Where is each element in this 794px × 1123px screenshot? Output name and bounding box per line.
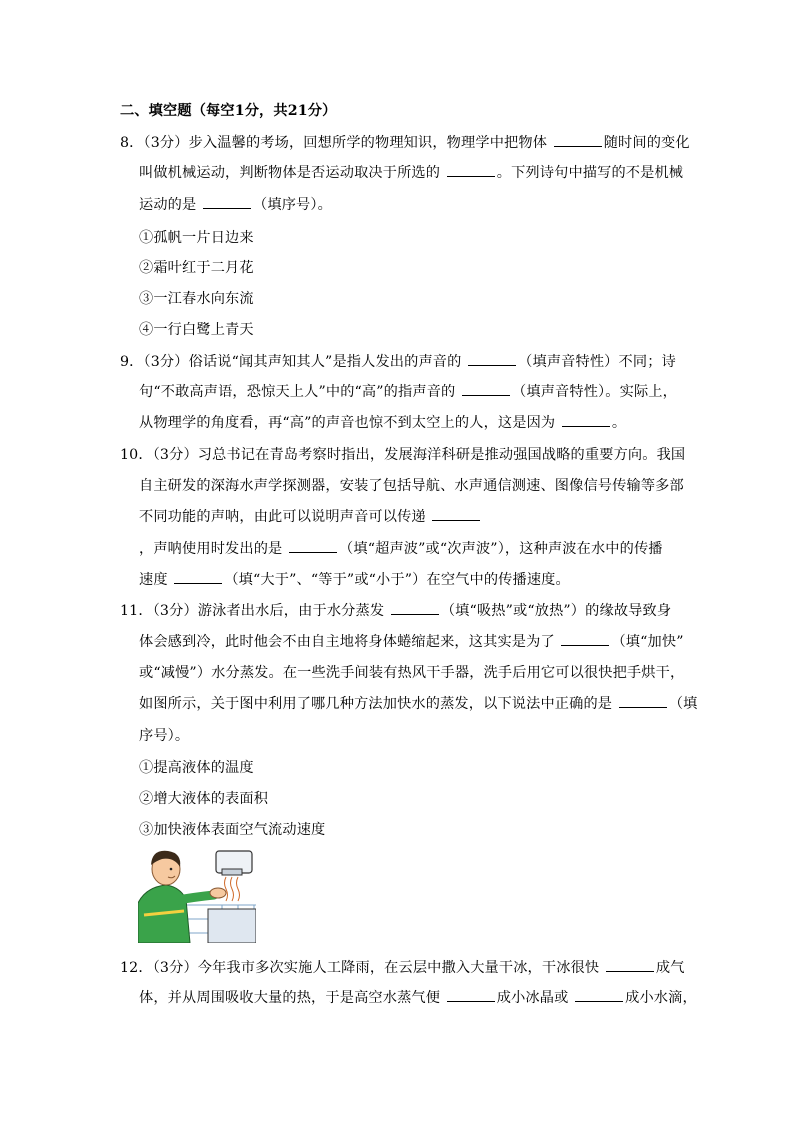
option-item: ①提高液体的温度 bbox=[139, 760, 254, 776]
answer-blank[interactable] bbox=[575, 989, 623, 1002]
option-item: ④一行白鹭上青天 bbox=[139, 322, 254, 338]
answer-blank[interactable] bbox=[561, 633, 609, 646]
question-9-line-3: 从物理学的角度看，再“高”的声音也惊不到太空上的人，这是因为 。 bbox=[139, 415, 627, 431]
question-12-line-2: 体，并从周围吸收大量的热，于是高空水蒸气便 成小冰晶或 成小水滴， bbox=[139, 990, 697, 1006]
question-11-line-4: 如图所示，关于图中利用了哪几种方法加快水的蒸发，以下说法中正确的是 （填 bbox=[139, 696, 698, 712]
question-10-line-5: 速度 （填“大于”、“等于”或“小于”）在空气中的传播速度。 bbox=[139, 572, 570, 588]
person-arm bbox=[172, 895, 214, 901]
question-8-line-2: 叫做机械运动，判断物体是否运动取决于所选的 。下列诗句中描写的不是机械 bbox=[139, 165, 684, 181]
answer-blank[interactable] bbox=[447, 989, 495, 1002]
question-11-line-3: 或“减慢”）水分蒸发。在一些洗手间装有热风干手器，洗手后用它可以很快把手烘干， bbox=[139, 665, 685, 681]
answer-blank[interactable] bbox=[203, 196, 251, 209]
answer-blank[interactable] bbox=[174, 571, 222, 584]
question-9-line-1: 9．（3分）俗话说“闻其声知其人”是指人发出的声音的 （填声音特性）不同；诗 bbox=[120, 354, 676, 370]
question-12-line-1: 12．（3分）今年我市多次实施人工降雨，在云层中撒入大量干冰，干冰很快 成气 bbox=[120, 960, 685, 976]
question-11-line-1: 11．（3分）游泳者出水后，由于水分蒸发 （填“吸热”或“放热”）的缘故导致身 bbox=[120, 603, 672, 619]
option-item: ②霜叶红于二月花 bbox=[139, 260, 254, 276]
question-10-line-2: 自主研发的深海水声学探测器，安装了包括导航、水声通信测速、图像信号传输等多部 bbox=[139, 478, 684, 494]
dryer-nozzle bbox=[222, 869, 242, 875]
answer-blank[interactable] bbox=[447, 164, 495, 177]
answer-blank[interactable] bbox=[468, 353, 516, 366]
sink-counter bbox=[208, 909, 256, 943]
question-8-line-1: 8．（3分）步入温馨的考场，回想所学的物理知识，物理学中把物体 随时间的变化 bbox=[120, 135, 690, 151]
question-10-line-3: 不同功能的声呐，由此可以说明声音可以传递 bbox=[139, 507, 699, 527]
section-title: 二、填空题（每空1分，共21分） bbox=[120, 103, 337, 119]
person-eye bbox=[170, 868, 173, 871]
question-10-line-1: 10．（3分）习总书记在青岛考察时指出，发展海洋科研是推动强国战略的重要方向。我国 bbox=[120, 447, 686, 463]
question-10-line-4: ，声呐使用时发出的是 （填“超声波”或“次声波”），这种声波在水中的传播 bbox=[139, 541, 663, 557]
option-item: ③一江春水向东流 bbox=[139, 291, 254, 307]
answer-blank[interactable] bbox=[391, 602, 439, 615]
answer-blank[interactable] bbox=[554, 134, 602, 147]
option-item: ①孤帆一片日边来 bbox=[139, 230, 254, 246]
answer-blank[interactable] bbox=[619, 695, 667, 708]
question-11-line-5: 序号）。 bbox=[139, 728, 190, 744]
option-item: ②增大液体的表面积 bbox=[139, 791, 269, 807]
person-hands bbox=[210, 888, 226, 898]
answer-blank[interactable] bbox=[289, 540, 337, 553]
answer-blank[interactable] bbox=[432, 508, 480, 521]
answer-blank[interactable] bbox=[606, 959, 654, 972]
hand-dryer-illustration bbox=[138, 845, 256, 943]
option-item: ③加快液体表面空气流动速度 bbox=[139, 822, 326, 838]
answer-blank[interactable] bbox=[462, 383, 510, 396]
answer-blank[interactable] bbox=[562, 414, 610, 427]
question-9-line-2: 句“不敢高声语，恐惊天上人”中的“高”的指声音的 （填声音特性）。实际上， bbox=[139, 384, 677, 400]
question-8-line-3: 运动的是 （填序号）。 bbox=[139, 197, 332, 213]
question-11-line-2: 体会感到冷，此时他会不由自主地将身体蜷缩起来，这其实是为了 （填“加快” bbox=[139, 634, 684, 650]
